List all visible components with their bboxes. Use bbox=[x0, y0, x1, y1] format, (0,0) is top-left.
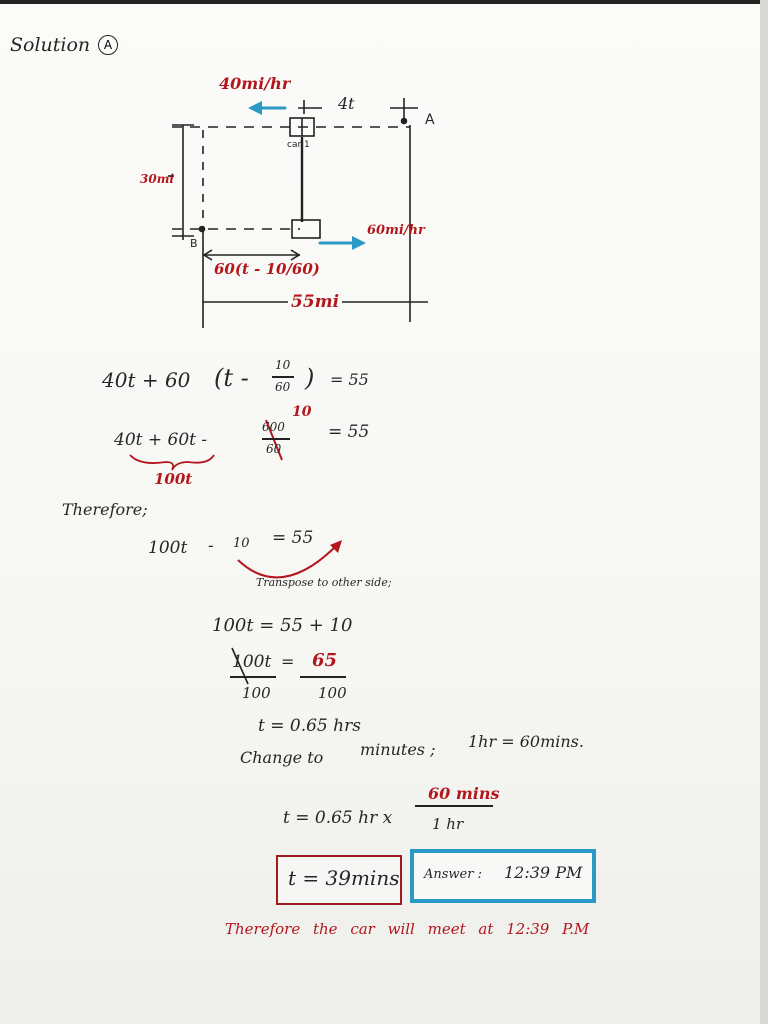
car-2-box bbox=[292, 220, 320, 238]
eq7-left: t = 0.65 hr x bbox=[283, 808, 393, 828]
eq3-eq55: = 55 bbox=[272, 528, 314, 548]
eq6: t = 0.65 hrs bbox=[258, 716, 361, 736]
therefore-label: Therefore; bbox=[62, 500, 148, 519]
eq5-eq: = bbox=[281, 652, 295, 671]
eq2-cancel-note: 10 bbox=[292, 404, 312, 420]
eq1-frac-num: 10 bbox=[275, 358, 291, 372]
solution-heading: Solution bbox=[10, 34, 91, 56]
eq5-num-left: 100t bbox=[232, 652, 272, 672]
dist-total-label: 55mi bbox=[291, 292, 340, 312]
eq1-frac-den: 60 bbox=[275, 380, 291, 394]
eq3-10: 10 bbox=[233, 536, 250, 551]
change-line-c: 1hr = 60mins. bbox=[468, 732, 584, 751]
brace-100t bbox=[130, 455, 214, 470]
speed-bottom-label: 60mi/hr bbox=[367, 223, 425, 238]
answer-value: 12:39 PM bbox=[504, 863, 583, 882]
dist-bottom-label: 60(t - 10/60) bbox=[214, 260, 320, 278]
dist-top-label: 4t bbox=[338, 94, 355, 113]
eq1-right: = 55 bbox=[330, 370, 369, 389]
eq2-frac-den: 60 bbox=[266, 442, 282, 456]
eq5-den-right: 100 bbox=[318, 684, 347, 702]
eq5-den-left: 100 bbox=[242, 684, 271, 702]
eq2-brace-note: 100t bbox=[154, 470, 193, 488]
eq2-frac-num: 600 bbox=[262, 420, 285, 434]
car-label: car 1 bbox=[287, 140, 310, 150]
result-box bbox=[276, 855, 402, 905]
option-circle: A bbox=[98, 35, 118, 55]
eq7-den: 1 hr bbox=[432, 815, 464, 833]
conclusion-text: Therefore the car will meet at 12:39 P.M bbox=[225, 920, 590, 938]
point-b-label: B bbox=[190, 237, 198, 250]
eq5-frac-line-right bbox=[300, 676, 346, 678]
point-a-label: A bbox=[425, 112, 435, 128]
eq1-frac-line bbox=[272, 376, 294, 378]
transpose-note: Transpose to other side; bbox=[256, 576, 392, 589]
transpose-arrow bbox=[238, 548, 334, 577]
speed-top-label: 40mi/hr bbox=[219, 74, 291, 93]
eq7-frac-line bbox=[415, 805, 493, 807]
dist-vertical-label: 30mi bbox=[140, 172, 174, 186]
change-line-b: minutes ; bbox=[360, 740, 436, 759]
eq1-paren-close: ) bbox=[305, 364, 315, 392]
answer-box bbox=[410, 849, 596, 903]
eq2-right: = 55 bbox=[328, 422, 370, 442]
change-line-a: Change to bbox=[240, 748, 324, 767]
eq7-num: 60 mins bbox=[428, 784, 500, 803]
eq1-left: 40t + 60 bbox=[102, 368, 191, 392]
eq1-paren-open: (t - bbox=[214, 364, 249, 392]
answer-label: Answer : bbox=[424, 867, 482, 882]
eq4: 100t = 55 + 10 bbox=[212, 615, 353, 636]
eq5-frac-line-left bbox=[230, 676, 276, 678]
eq3-100t: 100t bbox=[148, 538, 188, 558]
result-text: t = 39mins bbox=[288, 866, 400, 890]
eq5-num-right: 65 bbox=[312, 650, 338, 671]
eq2-left: 40t + 60t - bbox=[114, 430, 208, 450]
eq3-minus: - bbox=[208, 536, 214, 556]
eq2-frac-line bbox=[262, 438, 290, 440]
